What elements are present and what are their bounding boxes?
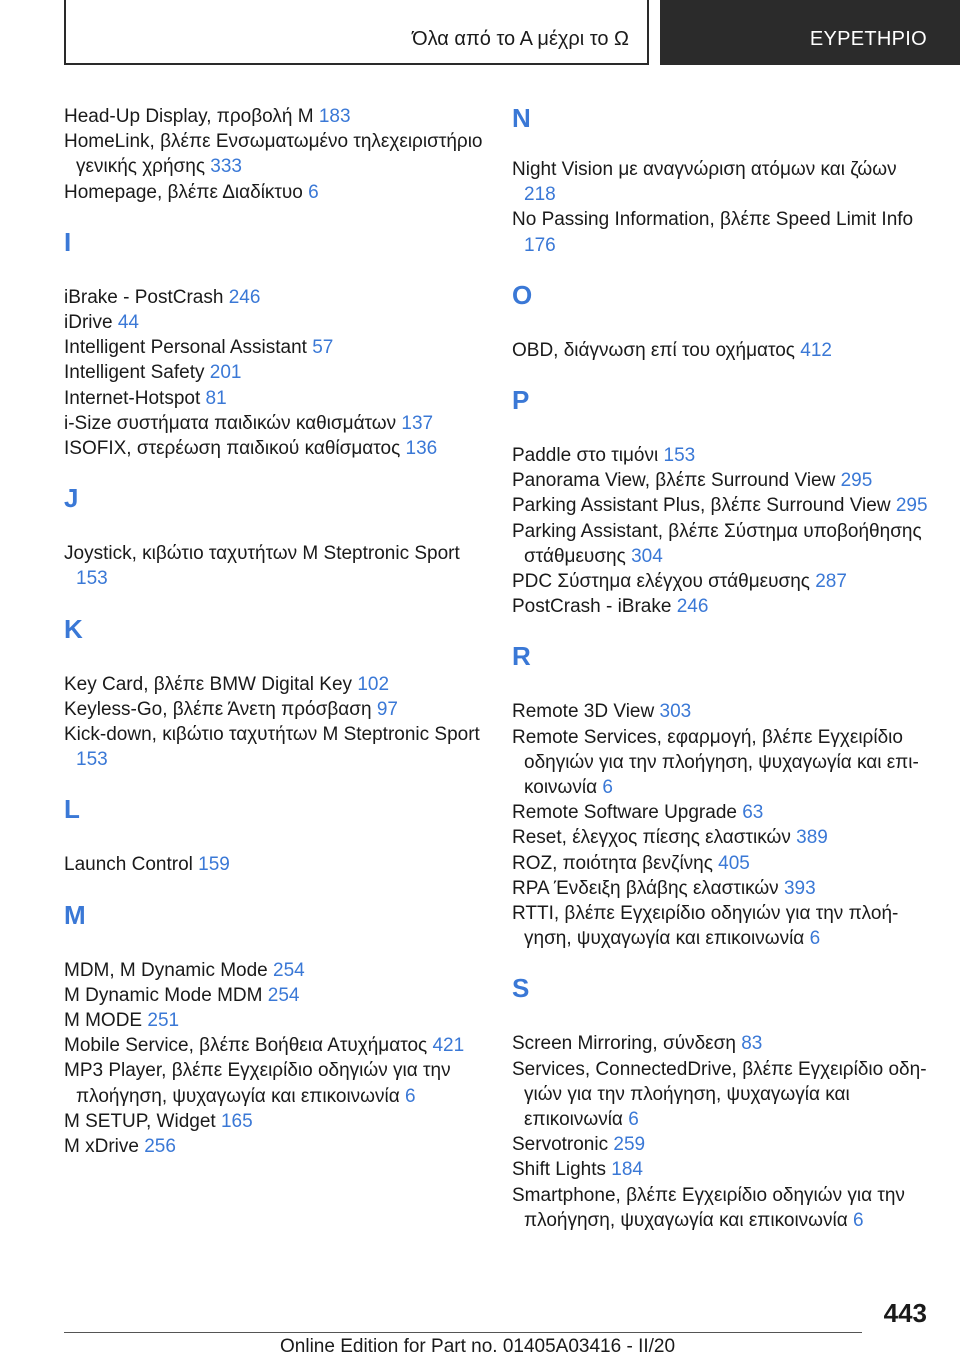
index-page-link[interactable]: 6 [628,1109,639,1131]
index-entry-text: MDM, M Dynamic Mode [64,959,274,981]
index-entry [64,411,489,436]
index-entry [512,157,932,207]
index-entry [512,825,932,850]
index-page-link[interactable]: 6 [602,777,613,799]
index-letter-heading: M [64,899,86,930]
index-entry [512,901,932,951]
index-letter-heading: L [64,794,80,825]
index-page-link[interactable]: 102 [357,673,390,695]
index-entry [512,1132,932,1157]
index-entry [512,594,932,619]
index-entry [64,697,489,722]
index-entry-text: Paddle στο τιμόνι [512,445,664,467]
index-page-link[interactable]: 389 [796,827,828,849]
index-entry-text: Screen Mirroring, σύνδεση [512,1033,742,1055]
index-page-link[interactable]: 393 [783,877,816,899]
index-page-link[interactable]: 176 [524,234,556,256]
section-tab [64,0,649,65]
index-column-left [64,104,489,1159]
index-entry-text: PDC Σύστημα ελέγχου στάθμευσης [512,571,816,593]
index-page-link[interactable]: 412 [800,339,832,361]
index-entry-text: Head-Up Display, προβολή M [64,106,319,127]
index-entry [64,104,489,129]
index-page-link[interactable]: 218 [524,184,556,206]
index-entry-text: Remote Software Upgrade [512,802,743,824]
index-letter-heading: I [64,226,72,257]
index-entry [64,1109,489,1134]
index-entry-text: Intelligent Safety [64,362,210,384]
index-page-link[interactable]: 421 [432,1035,465,1057]
index-page-link[interactable]: 333 [210,156,242,178]
index-page-link[interactable]: 246 [676,596,709,618]
index-page-link[interactable]: 254 [273,959,305,981]
index-entry [64,722,489,772]
index-entry [512,1031,932,1056]
index-entry-text: Homepage, βλέπε Διαδίκτυο [64,181,309,203]
index-entry-text: iDrive [64,312,118,334]
index-page-link[interactable]: 44 [117,312,139,334]
index-entry [512,338,932,363]
index-page-link[interactable]: 165 [220,1110,253,1132]
index-entry [64,436,489,461]
index-page-link[interactable]: 184 [611,1159,643,1181]
index-entry-text: M SETUP, Widget [64,1110,221,1132]
index-letter-heading: J [64,483,79,514]
index-entry-text: Servotronic [512,1134,614,1156]
index-entry [512,569,932,594]
index-entry-text: RTTI, βλέπε Εγχειρίδιο οδηγιών για την πλοήγηση, ψυχαγωγία και επικοινωνία [512,903,899,950]
index-page-link[interactable]: 136 [405,438,438,460]
index-page-link[interactable]: 295 [895,495,928,517]
index-page-link[interactable]: 63 [742,802,764,824]
index-entry [512,443,932,468]
index-entry-text: Joystick, κιβώτιο ταχυτήτων M Steptronic Sport [64,543,460,565]
edition-info: Online Edition for Part no. 01405A03416 - II/20 [280,1336,676,1357]
index-entry-text: Key Card, βλέπε BMW Digital Key [64,673,358,695]
index-entry-text: Services, ConnectedDrive, βλέπε Εγχειρίδιο οδηγιών για την πλοήγηση, ψυχαγωγία και επικοινωνία [512,1058,927,1131]
index-letter-heading: R [512,641,531,672]
index-entry [512,851,932,876]
index-entry [64,1058,489,1108]
index-entry [64,180,489,205]
index-entry [64,1134,489,1159]
index-letter-heading: K [64,613,83,644]
index-entry-text: Keyless-Go, βλέπε Άνετη πρόσβαση [64,698,377,720]
index-page-link[interactable]: 201 [209,362,242,384]
page-number: 443 [883,1298,927,1328]
index-page-link[interactable]: 259 [613,1134,646,1156]
index-entry [64,1008,489,1033]
index-entry-text: Internet-Hotspot [64,387,206,409]
index-entry-text: Smartphone, βλέπε Εγχειρίδιο οδηγιών για την πλοήγηση, ψυχαγωγία και επικοινωνία [512,1184,905,1231]
index-entry-text: i-Size συστήματα παιδικών καθισμάτων [64,412,402,434]
index-entry-text: OBD, διάγνωση επί του οχήματος [512,339,801,361]
chapter-tab [660,0,960,65]
index-letter-heading: N [512,103,531,133]
index-entry-text: Kick-down, κιβώτιο ταχυτήτων M Steptronic Sport [64,724,480,746]
index-entry-text: Remote Services, εφαρμογή, βλέπε Εγχειρίδιο οδηγιών για την πλοήγηση, ψυχαγωγία και επικοινωνία [512,726,919,799]
index-entry-text: Remote 3D View [512,701,660,723]
index-entry [512,519,932,569]
index-entry [512,1183,932,1233]
index-page-link[interactable]: 153 [76,749,108,771]
index-letter-heading: S [512,973,530,1004]
index-entry-text: HomeLink, βλέπε Ενσωματωμένο τηλεχειριστήριο γενικής χρήσης [64,131,483,178]
index-entry-text: MP3 Player, βλέπε Εγχειρίδιο οδηγιών για την πλοήγηση, ψυχαγωγία και επικοινωνία [64,1060,451,1107]
index-entry-text: M Dynamic Mode MDM [64,984,268,1006]
index-page-link[interactable]: 153 [76,568,108,590]
index-entry-text: M xDrive [64,1136,145,1158]
index-page-link[interactable]: 81 [205,387,227,409]
footer-divider [64,1332,862,1333]
index-entry [64,958,489,983]
index-page-link[interactable]: 254 [267,984,300,1006]
index-entry-text: ROZ, ποιότητα βενζίνης [512,852,719,874]
index-entry [512,800,932,825]
index-page-link[interactable]: 183 [318,106,351,127]
index-entry-text: RPA Ένδειξη βλάβης ελαστικών [512,877,784,899]
index-entry-text: Parking Assistant, βλέπε Σύστημα υποβοήθησης στάθμευσης [512,520,922,567]
index-entry [512,699,932,724]
index-entry [64,672,489,697]
index-entry [64,983,489,1008]
index-page-link[interactable]: 6 [853,1209,864,1231]
index-entry [512,468,932,493]
index-page-link[interactable]: 159 [198,854,230,876]
index-page-link[interactable]: 295 [840,470,873,492]
index-entry [512,207,932,257]
index-entry-text: Night Vision με αναγνώριση ατόμων και ζώων [512,159,897,180]
index-entry [64,1033,489,1058]
index-page-link[interactable]: 303 [659,701,692,723]
index-entry-text: ISOFIX, στερέωση παιδικού καθίσματος [64,438,406,460]
index-letter-heading: O [512,279,533,310]
chapter-title: ΕΥΡΕΤΗΡΙΟ [809,28,927,50]
index-entry-text: No Passing Information, βλέπε Speed Limit Info [512,209,914,231]
index-entry [512,876,932,901]
index-entry-text: Reset, έλεγχος πίεσης ελαστικών [512,827,797,849]
index-entry [512,1057,932,1133]
index-letter-heading: P [512,385,530,416]
index-entry-text: PostCrash - iBrake [512,596,677,618]
index-entry [64,360,489,385]
index-entry-text: iBrake - PostCrash [64,286,229,308]
index-entry-text: Launch Control [64,854,199,876]
index-page-link[interactable]: 6 [405,1085,416,1107]
index-column-right [512,104,932,1233]
index-entry [64,310,489,335]
index-page-link[interactable]: 287 [815,571,847,593]
index-entry [512,493,932,518]
index-page-link[interactable]: 137 [401,412,434,434]
index-page-link[interactable]: 304 [631,545,663,567]
index-page-link[interactable]: 246 [228,286,261,308]
index-entry [64,285,489,310]
index-entry-text: Parking Assistant Plus, βλέπε Surround View [512,495,896,517]
index-page-link[interactable]: 97 [376,698,398,720]
index-entry-text: Mobile Service, βλέπε Βοήθεια Ατυχήματος [64,1035,433,1057]
index-entry [512,725,932,801]
index-page-link[interactable]: 251 [147,1010,180,1032]
index-entry-text: Shift Lights [512,1159,612,1181]
index-entry-text: M MODE [64,1010,148,1032]
index-entry-text: Intelligent Personal Assistant [64,337,313,359]
index-page-link[interactable]: 153 [663,445,696,467]
index-page-link[interactable]: 6 [809,928,821,950]
index-entry [64,335,489,360]
section-title: Όλα από το Α μέχρι το Ω [412,28,629,50]
index-page-link[interactable]: 256 [144,1136,176,1158]
index-entry [64,541,489,591]
index-entry [64,129,489,179]
index-entry [64,386,489,411]
index-page-link[interactable]: 83 [741,1033,763,1055]
index-entry [64,852,489,877]
index-page-link[interactable]: 57 [312,337,334,359]
index-page-link[interactable]: 6 [308,181,319,203]
index-page-link[interactable]: 405 [718,852,750,874]
index-entry-text: Panorama View, βλέπε Surround View [512,470,841,492]
index-entry [512,1157,932,1182]
